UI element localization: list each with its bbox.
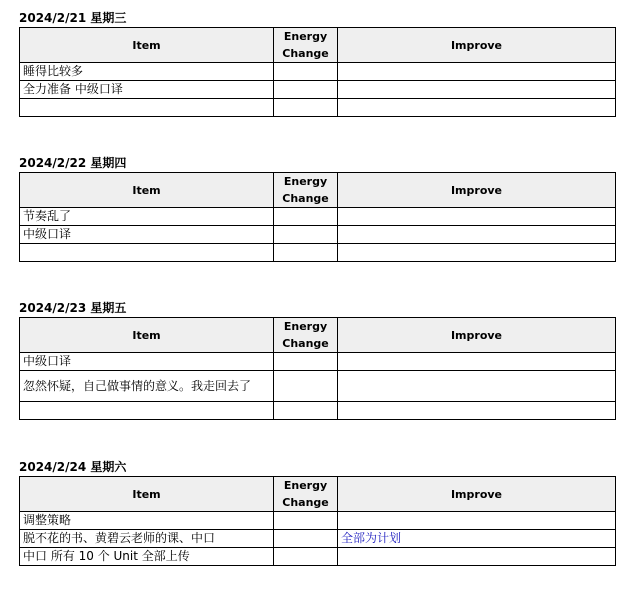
date-heading: 2024/2/22 星期四	[19, 156, 127, 170]
energy-cell[interactable]	[274, 226, 338, 244]
energy-change-header: Energy Change	[274, 28, 338, 63]
energy-change-header: Energy Change	[274, 173, 338, 208]
item-header: Item	[20, 28, 274, 63]
date-heading: 2024/2/23 星期五	[19, 301, 127, 315]
table-row	[20, 548, 616, 566]
improve-cell[interactable]: 全部为计划	[338, 530, 616, 548]
energy-cell[interactable]	[274, 402, 338, 420]
item-cell[interactable]: 节奏乱了	[20, 208, 274, 226]
day-section-1	[19, 9, 615, 117]
log-table	[19, 27, 616, 117]
improve-cell[interactable]	[338, 208, 616, 226]
date-heading: 2024/2/21 星期三	[19, 11, 127, 25]
energy-cell[interactable]	[274, 208, 338, 226]
improve-cell[interactable]	[338, 81, 616, 99]
energy-cell[interactable]	[274, 371, 338, 402]
improve-cell[interactable]	[338, 63, 616, 81]
item-cell[interactable]: 中级口译	[20, 353, 274, 371]
energy-cell[interactable]	[274, 99, 338, 117]
item-cell[interactable]: 全力准备 中级口译	[20, 81, 274, 99]
day-section-4	[19, 458, 615, 566]
energy-cell[interactable]	[274, 81, 338, 99]
energy-cell[interactable]	[274, 530, 338, 548]
item-header: Item	[20, 477, 274, 512]
table-row	[20, 244, 616, 262]
log-table	[19, 476, 616, 566]
energy-cell[interactable]	[274, 548, 338, 566]
header-row	[20, 318, 616, 353]
log-table	[19, 317, 616, 420]
energy-cell[interactable]	[274, 353, 338, 371]
table-row	[20, 530, 616, 548]
improve-cell[interactable]	[338, 402, 616, 420]
improve-header: Improve	[338, 318, 616, 353]
table-row	[20, 353, 616, 371]
energy-change-header: Energy Change	[274, 318, 338, 353]
improve-cell[interactable]	[338, 99, 616, 117]
table-row	[20, 63, 616, 81]
day-section-3	[19, 299, 615, 420]
energy-change-header: Energy Change	[274, 477, 338, 512]
improve-header: Improve	[338, 173, 616, 208]
item-cell[interactable]: 中口 所有 10 个 Unit 全部上传	[20, 548, 274, 566]
header-row	[20, 28, 616, 63]
improve-header: Improve	[338, 477, 616, 512]
header-row	[20, 173, 616, 208]
improve-cell[interactable]	[338, 244, 616, 262]
table-row	[20, 81, 616, 99]
item-header: Item	[20, 173, 274, 208]
table-row	[20, 512, 616, 530]
table-row	[20, 99, 616, 117]
item-cell[interactable]	[20, 244, 274, 262]
improve-cell[interactable]	[338, 371, 616, 402]
improve-cell[interactable]	[338, 353, 616, 371]
item-header: Item	[20, 318, 274, 353]
table-row	[20, 402, 616, 420]
table-row	[20, 226, 616, 244]
improve-header: Improve	[338, 28, 616, 63]
energy-cell[interactable]	[274, 63, 338, 81]
day-section-2	[19, 154, 615, 262]
improve-cell[interactable]	[338, 512, 616, 530]
improve-cell[interactable]	[338, 226, 616, 244]
energy-cell[interactable]	[274, 512, 338, 530]
item-cell[interactable]: 中级口译	[20, 226, 274, 244]
improve-cell[interactable]	[338, 548, 616, 566]
energy-cell[interactable]	[274, 244, 338, 262]
item-cell[interactable]: 脱不花的书、黄碧云老师的课、中口	[20, 530, 274, 548]
item-cell[interactable]: 调整策略	[20, 512, 274, 530]
item-cell[interactable]: 忽然怀疑，自己做事情的意义。我走回去了	[20, 371, 274, 402]
item-cell[interactable]	[20, 402, 274, 420]
table-row	[20, 208, 616, 226]
header-row	[20, 477, 616, 512]
log-table	[19, 172, 616, 262]
item-cell[interactable]: 睡得比较多	[20, 63, 274, 81]
date-heading: 2024/2/24 星期六	[19, 460, 127, 474]
table-row	[20, 371, 616, 402]
item-cell[interactable]	[20, 99, 274, 117]
